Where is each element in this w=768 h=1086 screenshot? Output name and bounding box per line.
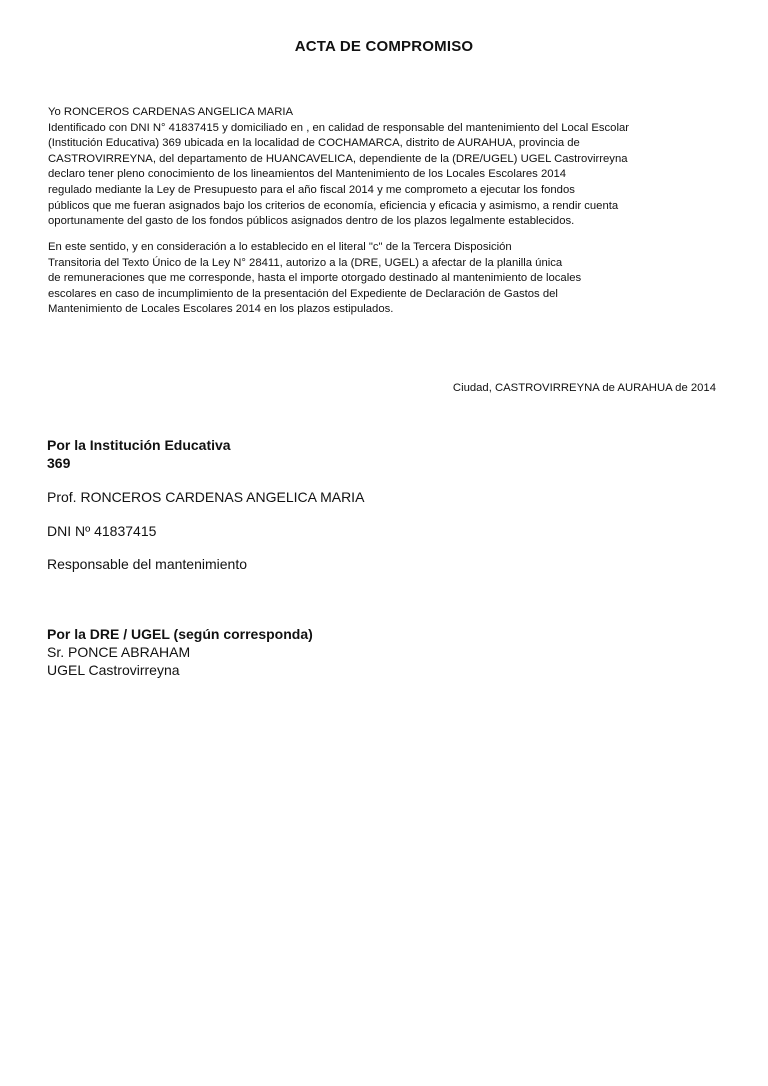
paragraph-line: públicos que me fueran asignados bajo los criterios de economía, eficiencia y eficacia y asimismo, a rendir cuenta	[48, 199, 619, 212]
paragraph-line: regulado mediante la Ley de Presupuesto para el año fiscal 2014 y me comprometo a ejecutar los fondos	[48, 183, 575, 196]
institution-signer-name: Prof. RONCEROS CARDENAS ANGELICA MARIA	[47, 489, 365, 505]
paragraph-line: oportunamente del gasto de los fondos públicos asignados dentro de los plazos legalmente establecidos.	[48, 215, 575, 228]
paragraph-line: (Institución Educativa) 369 ubicada en la localidad de COCHAMARCA, distrito de AURAHUA, provincia de	[48, 137, 580, 150]
paragraph-line: Mantenimiento de Locales Escolares 2014 en los plazos estipulados.	[48, 303, 394, 316]
institution-signer-dni: DNI Nº 41837415	[47, 523, 157, 539]
institution-heading: Por la Institución Educativa	[47, 437, 231, 453]
paragraph-line: escolares en caso de incumplimiento de la presentación del Expediente de Declaración de Gastos del	[48, 287, 558, 300]
paragraph-line: de remuneraciones que me corresponde, hasta el importe otorgado destinado al mantenimiento de locales	[48, 272, 582, 285]
dre-office: UGEL Castrovirreyna	[47, 662, 180, 678]
dre-heading: Por la DRE / UGEL (según corresponda)	[47, 626, 313, 642]
paragraph-line: Yo RONCEROS CARDENAS ANGELICA MARIA	[48, 106, 294, 118]
paragraph-line: declaro tener pleno conocimiento de los lineamientos del Mantenimiento de los Locales Escolares 2014	[48, 168, 567, 181]
authorization-paragraph	[48, 240, 720, 318]
commitment-paragraph	[48, 105, 720, 230]
institution-number: 369	[47, 455, 71, 471]
paragraph-line: CASTROVIRREYNA, del departamento de HUANCAVELICA, dependiente de la (DRE/UGEL) UGEL Castrovirreyna	[48, 152, 628, 165]
paragraph-line: Transitoria del Texto Único de la Ley N° 28411, autorizo a la (DRE, UGEL) a afectar de la planilla única	[48, 256, 563, 269]
document-title: ACTA DE COMPROMISO	[294, 38, 474, 55]
paragraph-line: Identificado con DNI N° 41837415 y domiciliado en , en calidad de responsable del mantenimiento del Local Escolar	[48, 121, 630, 134]
institution-signer-role: Responsable del mantenimiento	[47, 556, 248, 572]
paragraph-line: En este sentido, y en consideración a lo establecido en el literal "c" de la Tercera Disposición	[48, 241, 512, 253]
place-date-line: Ciudad, CASTROVIRREYNA de AURAHUA de 2014	[452, 382, 716, 394]
dre-signer-name: Sr. PONCE ABRAHAM	[47, 644, 191, 660]
